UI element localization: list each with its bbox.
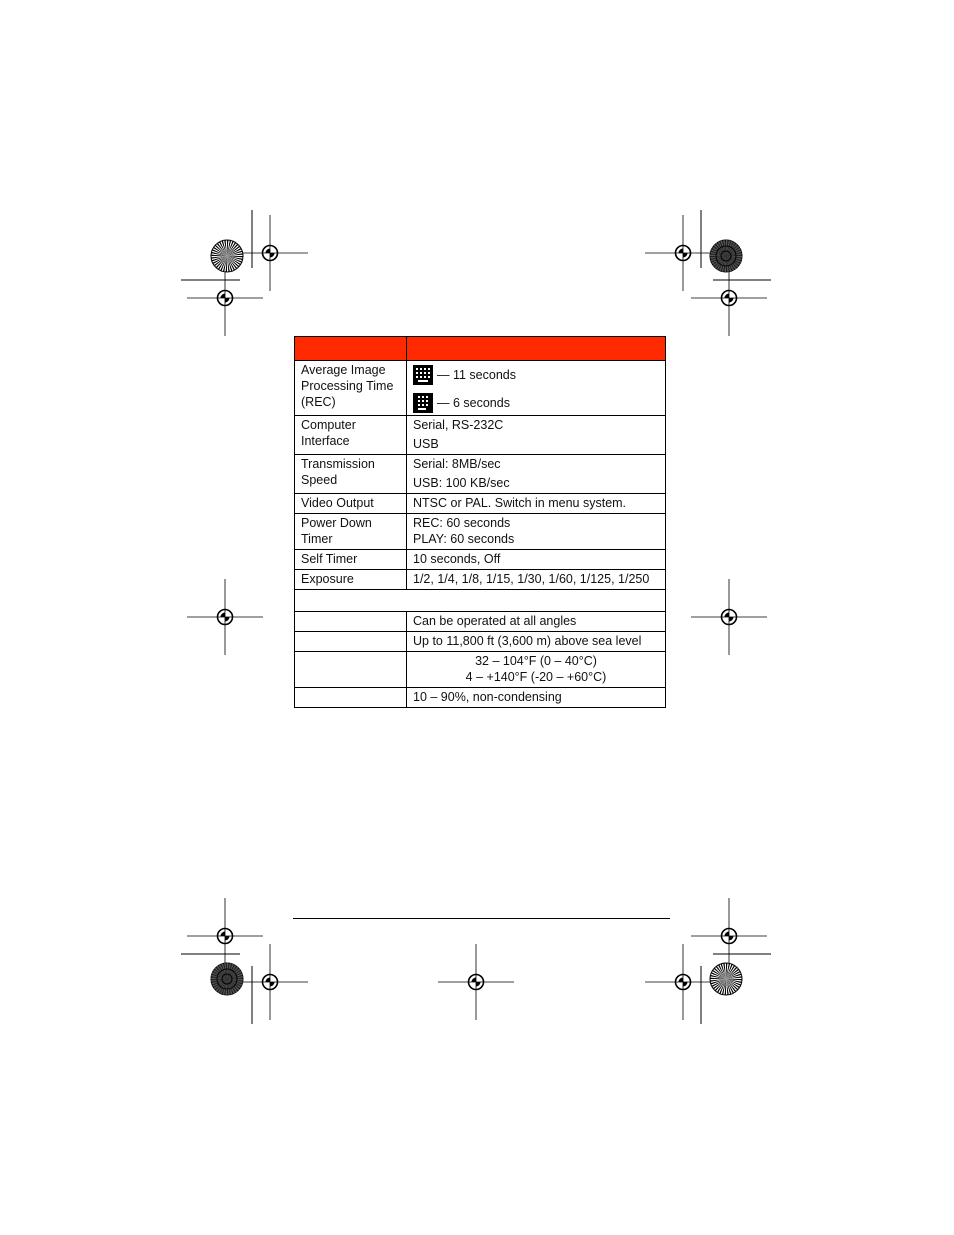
specifications-table — [294, 336, 666, 708]
table-row — [295, 416, 666, 455]
table-row — [295, 652, 666, 688]
value-line: Serial: 8MB/sec — [413, 457, 501, 471]
table-row — [295, 612, 666, 632]
starburst-target — [211, 963, 243, 995]
header-cell-specification — [407, 337, 666, 361]
registration-mark — [645, 215, 721, 291]
row-value — [407, 416, 666, 455]
table-row — [295, 570, 666, 590]
row-value: 1/2, 1/4, 1/8, 1/15, 1/30, 1/60, 1/125, 1/250 — [407, 570, 666, 590]
row-label: Video Output — [295, 494, 407, 514]
high-mode-time: — 11 seconds — [437, 368, 516, 382]
table-row — [295, 632, 666, 652]
starburst-target — [710, 963, 742, 995]
registration-mark — [691, 898, 767, 974]
row-label — [295, 612, 407, 632]
table-row — [295, 361, 666, 416]
registration-mark — [232, 215, 308, 291]
row-value — [407, 361, 666, 416]
low-mode-time: — 6 seconds — [437, 396, 510, 410]
row-label: Computer Interface — [295, 416, 407, 455]
row-value: 10 seconds, Off — [407, 550, 666, 570]
table-row — [295, 688, 666, 708]
value-line: USB — [413, 437, 439, 451]
table-row — [295, 455, 666, 494]
row-value — [407, 652, 666, 688]
registration-mark — [187, 898, 263, 974]
row-label: Transmission Speed — [295, 455, 407, 494]
registration-mark — [438, 944, 514, 1020]
registration-mark — [645, 944, 721, 1020]
section-label — [295, 590, 666, 612]
row-value: NTSC or PAL. Switch in menu system. — [407, 494, 666, 514]
section-row — [295, 590, 666, 612]
registration-mark — [187, 579, 263, 655]
value-line: PLAY: 60 seconds — [413, 532, 515, 546]
row-label — [295, 652, 407, 688]
header-cell-feature — [295, 337, 407, 361]
row-value — [407, 455, 666, 494]
row-label: Average Image Processing Time (REC) — [295, 361, 407, 416]
high-mode-line — [413, 365, 659, 385]
row-label: Exposure — [295, 570, 407, 590]
row-value: 10 – 90%, non-condensing — [407, 688, 666, 708]
row-label: Power Down Timer — [295, 514, 407, 550]
high-resolution-mode-icon — [413, 365, 433, 385]
row-value: Up to 11,800 ft (3,600 m) above sea level — [407, 632, 666, 652]
starburst-target — [710, 240, 742, 272]
value-line: REC: 60 seconds — [413, 516, 511, 530]
value-line: USB: 100 KB/sec — [413, 476, 510, 490]
low-resolution-mode-icon — [413, 393, 433, 413]
row-label — [295, 632, 407, 652]
table-row — [295, 494, 666, 514]
footer-rule — [293, 918, 670, 919]
row-value — [407, 514, 666, 550]
registration-mark — [232, 944, 308, 1020]
row-value: Can be operated at all angles — [407, 612, 666, 632]
table-row — [295, 514, 666, 550]
value-line: 32 – 104°F (0 – 40°C) — [475, 654, 597, 668]
value-line: 4 – +140°F (-20 – +60°C) — [465, 670, 607, 684]
row-label — [295, 688, 407, 708]
low-mode-line — [413, 393, 659, 413]
starburst-target — [211, 240, 243, 272]
table-header-row — [295, 337, 666, 361]
row-label: Self Timer — [295, 550, 407, 570]
registration-mark — [691, 579, 767, 655]
value-line: Serial, RS-232C — [413, 418, 504, 432]
table-row — [295, 550, 666, 570]
